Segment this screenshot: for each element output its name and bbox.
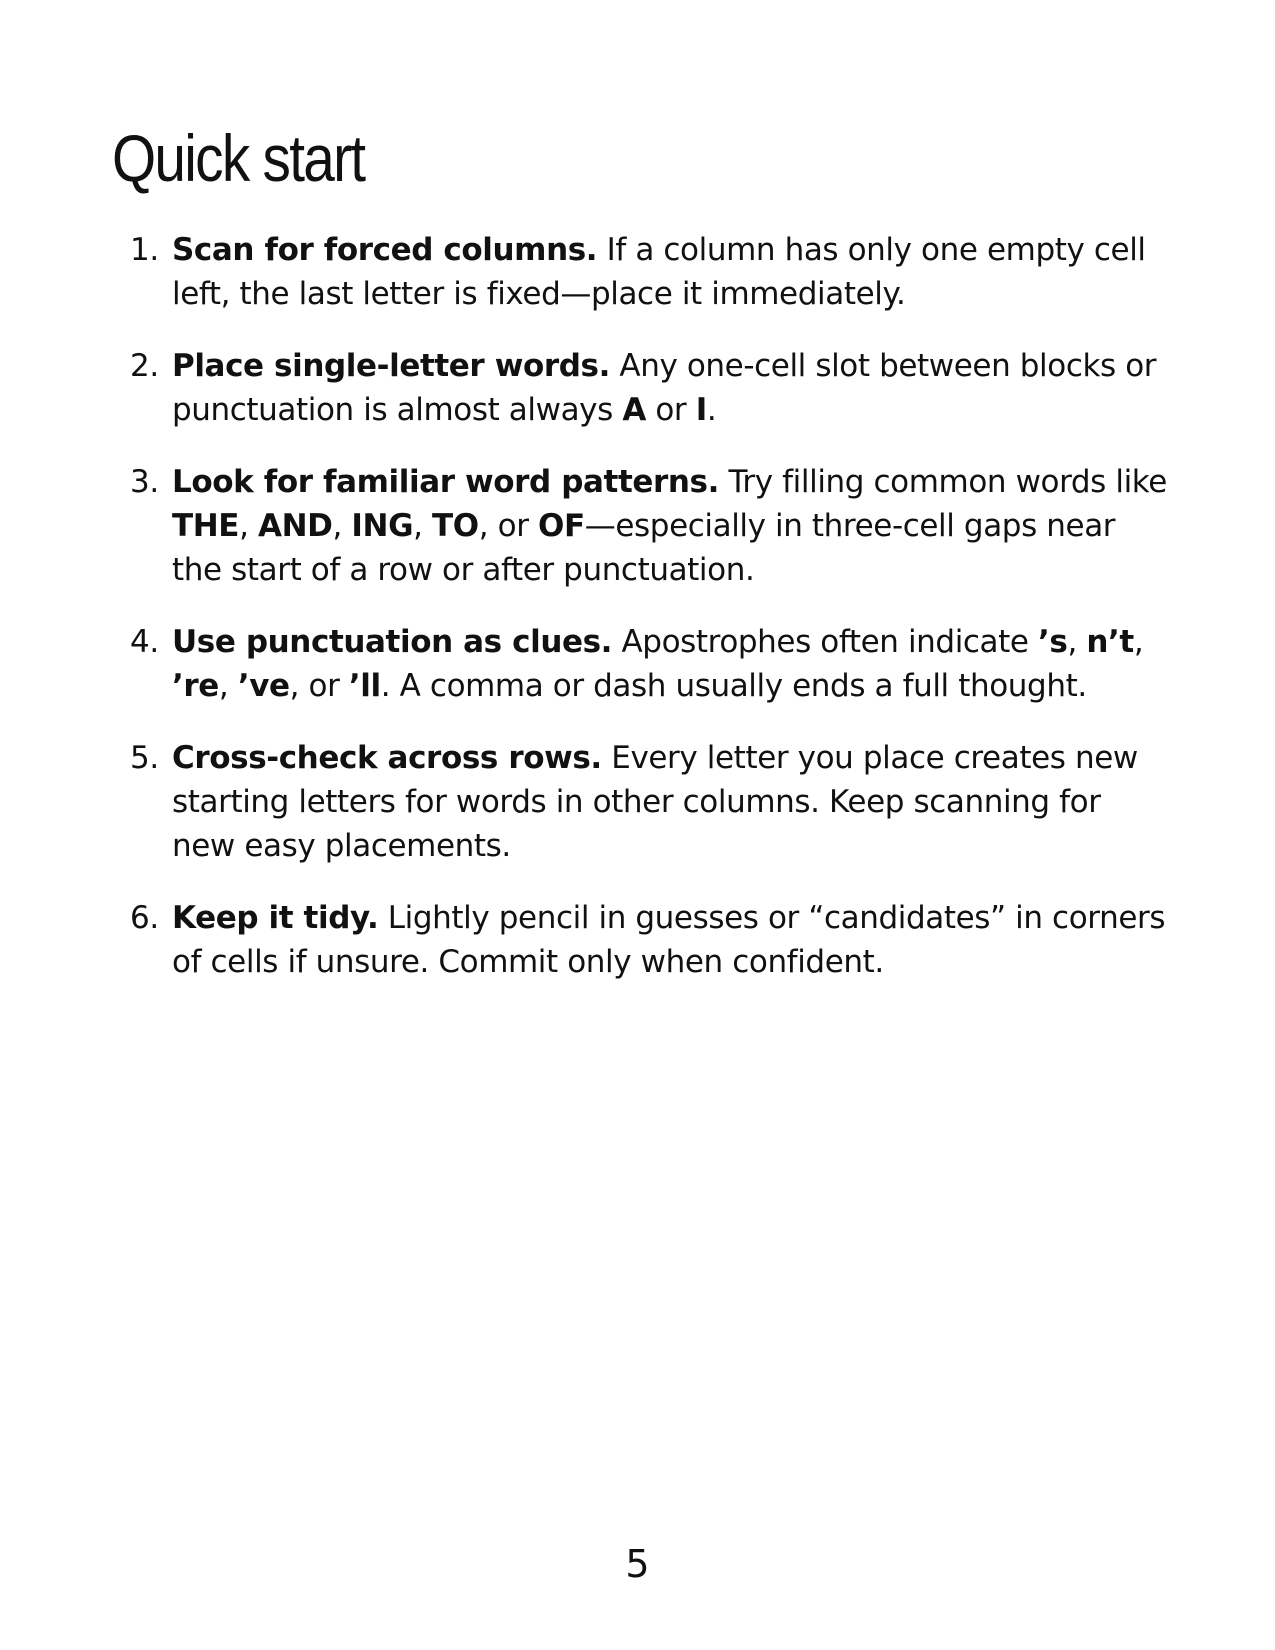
- step-lead: Use punctuation as clues.: [172, 624, 613, 660]
- step-text: [172, 740, 1138, 864]
- step-emphasis: AND: [258, 508, 333, 544]
- step-body-text: .: [706, 392, 717, 428]
- quick-start-steps: [130, 228, 1170, 1012]
- page-number: 5: [625, 1542, 650, 1586]
- step-lead: Look for familiar word patterns.: [172, 464, 719, 500]
- step-emphasis: ’ll: [348, 668, 381, 704]
- step-item: [130, 620, 1170, 708]
- step-item: [130, 460, 1170, 592]
- step-body-text: . A comma or dash usually ends a full thought.: [380, 668, 1087, 704]
- step-emphasis: THE: [172, 508, 240, 544]
- step-text: [172, 464, 1167, 588]
- step-lead: Keep it tidy.: [172, 900, 379, 936]
- step-body-text: Any one-cell slot between blocks or punctuation is almost always: [172, 348, 1157, 428]
- step-body-text: If a column has only one empty cell left, the last letter is fixed—place it immediately.: [172, 232, 1146, 312]
- step-body-text: ,: [218, 668, 238, 704]
- step-number: 1.: [130, 232, 159, 268]
- step-text: [172, 232, 1146, 312]
- step-body-text: or: [645, 392, 696, 428]
- step-body-text: Apostrophes often indicate: [612, 624, 1039, 660]
- step-number: 6.: [130, 900, 159, 936]
- step-body-text: Lightly pencil in guesses or “candidates” in corners of cells if unsure. Commit only when confident.: [172, 900, 1166, 980]
- step-text: [172, 348, 1156, 428]
- step-body-text: Try filling common words like: [718, 464, 1167, 500]
- step-body-text: —especially in three-cell gaps near the start of a row or after punctuation.: [172, 508, 1116, 588]
- step-body-text: ,: [1133, 624, 1144, 660]
- step-emphasis: ’re: [172, 668, 219, 704]
- step-emphasis: OF: [538, 508, 585, 544]
- step-text: [172, 624, 1143, 704]
- step-emphasis: n’t: [1086, 624, 1134, 660]
- step-lead: Scan for forced columns.: [172, 232, 598, 268]
- step-item: [130, 736, 1170, 868]
- step-body-text: , or: [289, 668, 349, 704]
- step-emphasis: A: [622, 392, 646, 428]
- step-emphasis: ING: [351, 508, 414, 544]
- step-number: 2.: [130, 348, 159, 384]
- step-lead: Place single-letter words.: [172, 348, 610, 384]
- step-lead: Cross-check across rows.: [172, 740, 602, 776]
- step-text: [172, 900, 1165, 980]
- step-emphasis: I: [695, 392, 707, 428]
- step-emphasis: ’ve: [237, 668, 290, 704]
- page-title: Quick start: [112, 121, 365, 195]
- step-number: 5.: [130, 740, 159, 776]
- step-number: 3.: [130, 464, 159, 500]
- step-body-text: ,: [239, 508, 258, 544]
- step-body-text: ,: [1067, 624, 1087, 660]
- step-body-text: Every letter you place creates new starting letters for words in other columns. Keep scanning for new easy placements.: [172, 740, 1138, 864]
- step-item: [130, 228, 1170, 316]
- step-item: [130, 344, 1170, 432]
- step-number: 4.: [130, 624, 159, 660]
- step-body-text: ,: [413, 508, 433, 544]
- step-body-text: ,: [332, 508, 352, 544]
- step-emphasis: ’s: [1038, 624, 1068, 660]
- step-item: [130, 896, 1170, 984]
- step-emphasis: TO: [432, 508, 479, 544]
- step-body-text: , or: [478, 508, 539, 544]
